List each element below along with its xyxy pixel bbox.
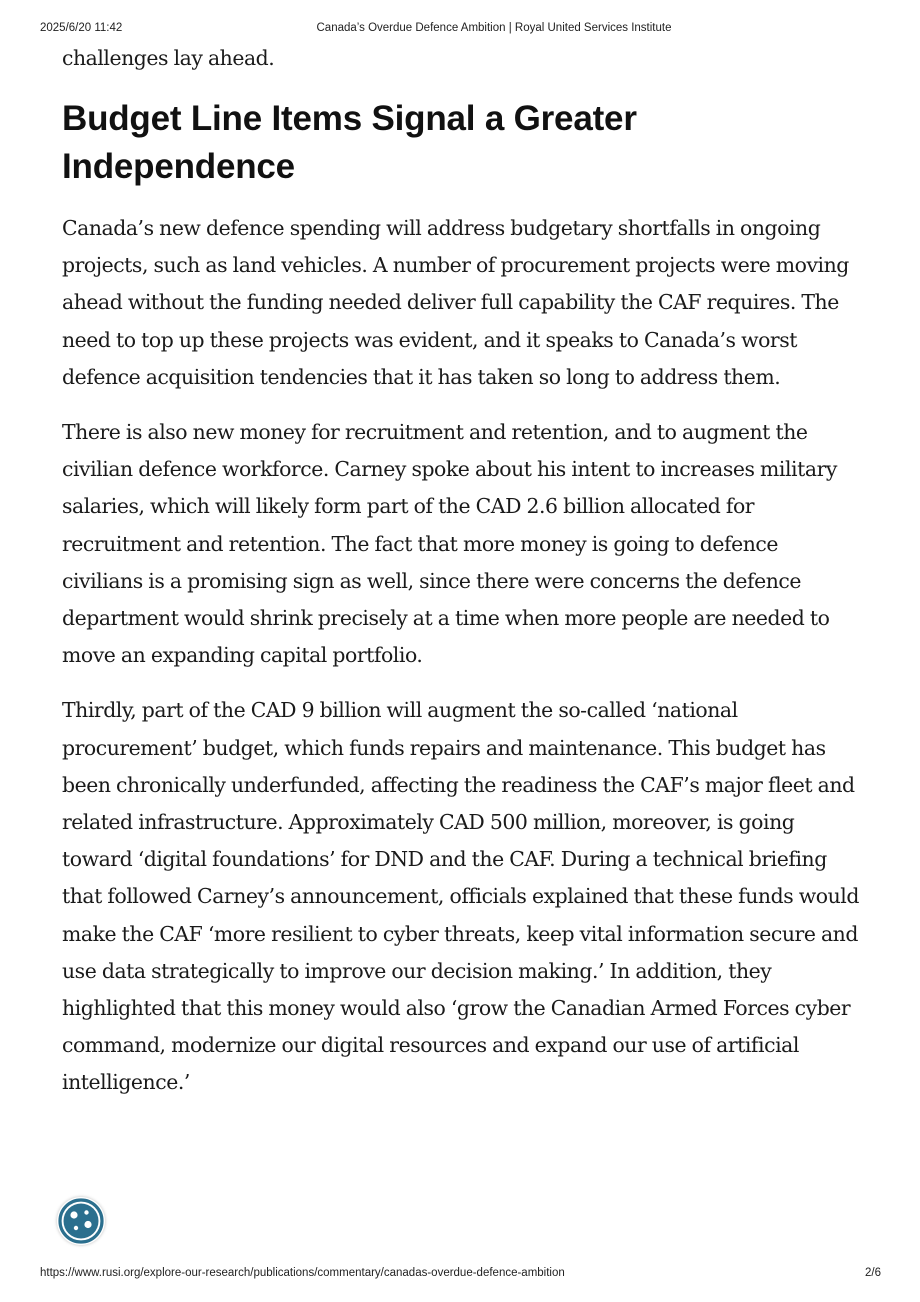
print-header xyxy=(0,22,920,38)
print-url: https://www.rusi.org/explore-our-research/publications/commentary/canadas-overdue-defence-ambition xyxy=(40,1267,565,1279)
section-heading: Budget Line Items Signal a Greater Independence xyxy=(62,99,637,186)
article-paragraph: There is also new money for recruitment and retention, and to augment the civilian defence workforce. Carney spoke about his intent to increases military salaries, which will likely form part of the CAD 2.6 billion allocated for recruitment and retention. The fact that more money is going to defence civilians is a promising sign as well, since there were concerns the defence department would shrink precisely at a time when more people are needed to move an expanding capital portfolio. xyxy=(62,420,837,668)
article-paragraph: Canada’s new defence spending will address budgetary shortfalls in ongoing projects, such as land vehicles. A number of procurement projects were moving ahead without the funding needed deliver full capability the CAF requires. The need to top up these projects was evident, and it speaks to Canada’s worst defence acquisition tendencies that it has taken so long to address them. xyxy=(62,216,849,389)
article-body xyxy=(62,40,862,1102)
cookie-settings-button[interactable] xyxy=(57,1197,105,1245)
print-page-number: 2/6 xyxy=(865,1267,881,1279)
print-footer xyxy=(0,1267,920,1283)
print-page-title: Canada’s Overdue Defence Ambition | Royal United Services Institute xyxy=(316,22,672,34)
print-datetime: 2025/6/20 11:42 xyxy=(40,22,123,34)
article-paragraph: Thirdly, part of the CAD 9 billion will augment the so-called ‘national procurement’ budget, which funds repairs and maintenance. This budget has been chronically underfunded, affecting the readiness the CAF’s major fleet and related infrastructure. Approximately CAD 500 million, moreover, is going toward ‘digital foundations’ for DND and the CAF. During a technical briefing that followed Carney’s announcement, officials explained that these funds would make the CAF ‘more resilient to cyber threats, keep vital information secure and use data strategically to improve our decision making.’ In addition, they highlighted that this money would also ‘grow the Canadian Armed Forces cyber command, modernize our digital resources and expand our use of artificial intelligence.’ xyxy=(62,698,859,1095)
lead-paragraph-fragment: challenges lay ahead. xyxy=(62,46,275,70)
cookie-icon xyxy=(57,1197,105,1245)
